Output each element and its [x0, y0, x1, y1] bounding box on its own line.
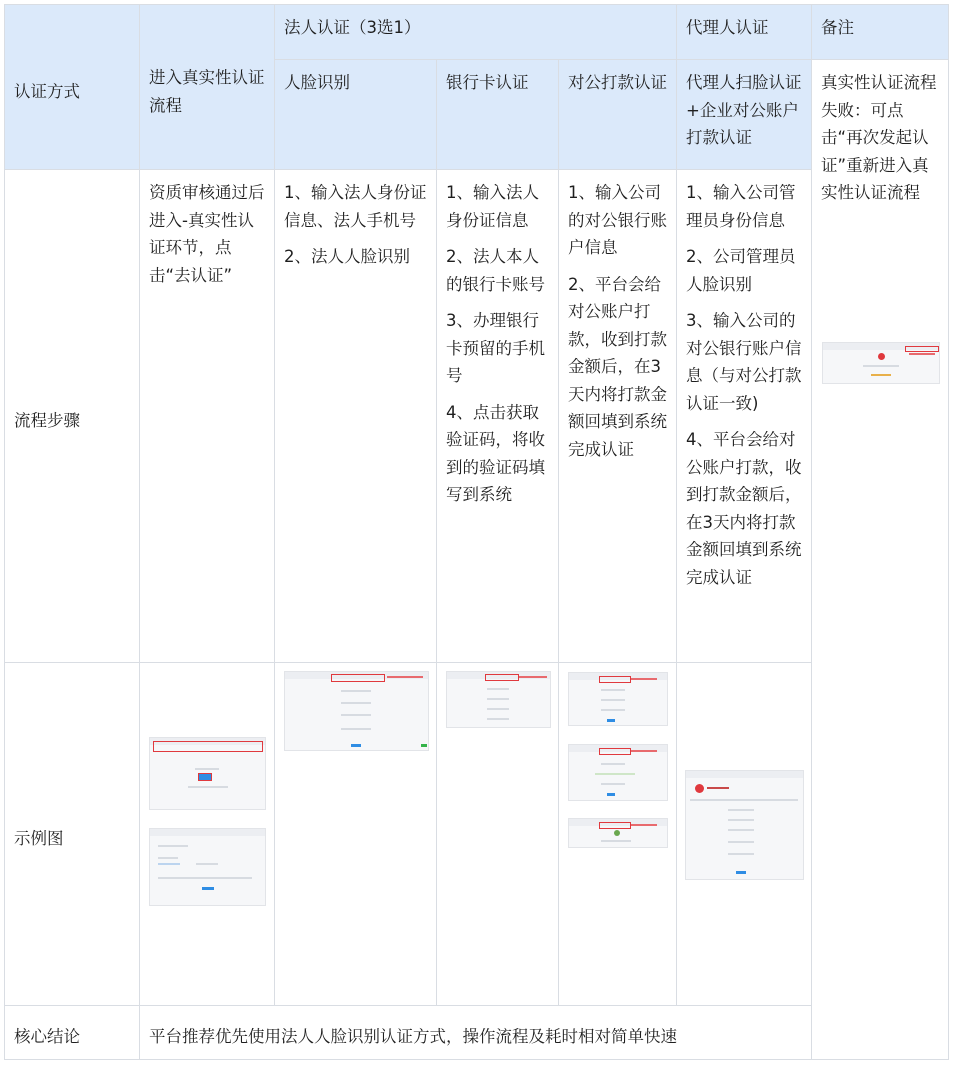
row-label-examples: 示例图 — [5, 663, 140, 1006]
header-legal-group: 法人认证（3选1） — [275, 5, 677, 60]
example-screenshot-enter-1 — [149, 737, 266, 810]
remark-cell — [812, 60, 949, 1060]
header-agent-method: 代理人扫脸认证+企业对公账户打款认证 — [677, 60, 812, 170]
header-enter-flow: 进入真实性认证流程 — [140, 5, 275, 170]
step-item: 2、法人人脸识别 — [284, 247, 410, 266]
steps-face-cell — [275, 170, 437, 663]
header-method: 认证方式 — [5, 5, 140, 170]
remark-example-screenshot — [822, 342, 940, 384]
example-screenshot-corporate-3 — [568, 818, 668, 848]
step-item: 3、输入公司的对公银行账户信息（与对公打款认证一致) — [686, 311, 802, 413]
row-label-conclusion: 核心结论 — [5, 1006, 140, 1060]
step-item: 2、法人本人的银行卡账号 — [446, 247, 545, 294]
step-item: 1、输入公司管理员身份信息 — [686, 183, 796, 230]
step-item: 1、输入法人身份证信息 — [446, 183, 539, 230]
step-item: 1、输入公司的对公银行账户信息 — [568, 183, 667, 257]
step-item: 2、公司管理员人脸识别 — [686, 247, 796, 294]
step-item: 4、点击获取验证码，将收到的验证码填写到系统 — [446, 402, 545, 504]
example-screenshot-corporate-1 — [568, 672, 668, 726]
example-screenshot-agent — [685, 770, 804, 880]
example-screenshot-enter-2 — [149, 828, 266, 906]
steps-agent-cell — [677, 170, 812, 663]
header-bank-card: 银行卡认证 — [437, 60, 559, 170]
example-screenshot-face — [284, 671, 429, 751]
step-item: 1、输入法人身份证信息、法人手机号 — [284, 183, 427, 230]
step-item: 3、办理银行卡预留的手机号 — [446, 311, 545, 385]
step-item: 2、平台会给对公账户打款，收到打款金额后，在3天内将打款金额回填到系统完成认证 — [568, 274, 667, 459]
header-corporate-transfer: 对公打款认证 — [559, 60, 677, 170]
steps-bank-cell — [437, 170, 559, 663]
example-screenshot-corporate-2 — [568, 744, 668, 801]
header-agent-group: 代理人认证 — [677, 5, 812, 60]
row-label-steps: 流程步骤 — [5, 170, 140, 663]
steps-enter: 资质审核通过后进入-真实性认证环节，点击“去认证” — [140, 170, 275, 663]
step-item: 4、平台会给对公账户打款，收到打款金额后，在3天内将打款金额回填到系统完成认证 — [686, 430, 802, 587]
remark-text: 真实性认证流程失败：可点击“再次发起认证”重新进入真实性认证流程 — [821, 73, 937, 202]
header-face: 人脸识别 — [275, 60, 437, 170]
steps-corporate-cell — [559, 170, 677, 663]
header-remarks: 备注 — [812, 5, 949, 60]
conclusion-text: 平台推荐优先使用法人人脸识别认证方式，操作流程及耗时相对简单快速 — [140, 1006, 812, 1060]
certification-table — [4, 4, 949, 1060]
example-screenshot-bank — [446, 671, 551, 728]
